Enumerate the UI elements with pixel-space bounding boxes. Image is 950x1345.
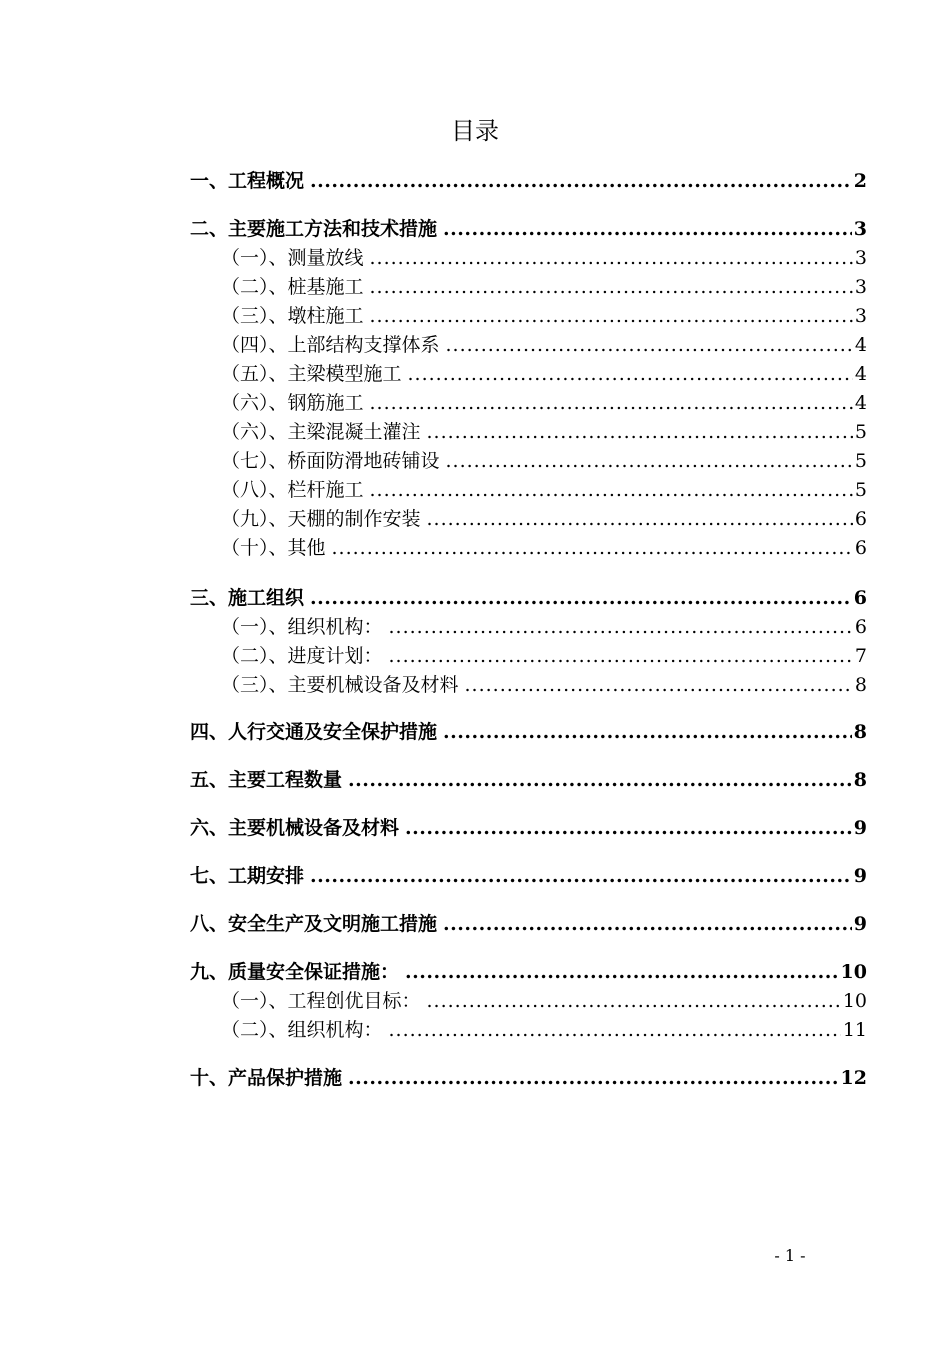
toc-dot-leader [332,535,853,561]
toc-entry-title: （三）、主要机械设备及材料 [221,674,459,696]
page-title: 目录 [451,117,499,145]
toc-dot-leader [348,767,852,793]
toc-entry-title: 六、主要机械设备及材料 [190,817,400,839]
toc-dot-leader [408,361,853,387]
toc-dot-leader [405,815,852,841]
toc-entry-page-number: 4 [854,363,867,385]
toc-section-entry[interactable] [221,988,867,1014]
toc-entry-page-number: 9 [853,817,867,839]
toc-entry-page-number: 10 [840,961,867,983]
toc-entry-title: （四）、上部结构支撑体系 [221,334,440,356]
toc-entry-page-number: 4 [854,392,867,414]
toc-entry-page-number: 7 [854,645,867,667]
toc-entry-page-number: 3 [854,247,867,269]
toc-entry-title: （五）、主梁模型施工 [221,363,402,385]
toc-entry-title: 八、安全生产及文明施工措施 [190,913,438,935]
toc-section-entry[interactable] [221,332,867,358]
toc-entry-title: （一）、测量放线 [221,247,364,269]
toc-chapter-entry[interactable] [190,719,867,745]
toc-dot-leader [446,448,853,474]
toc-entry-page-number: 12 [840,1067,867,1089]
toc-entry-title: 四、人行交通及安全保护措施 [190,721,438,743]
toc-chapter-entry[interactable] [190,863,867,889]
toc-dot-leader [427,988,841,1014]
toc-entry-page-number: 3 [854,305,867,327]
toc-dot-leader [443,216,852,242]
toc-entry-title: （一）、工程创优目标： [221,990,421,1012]
toc-entry-page-number: 5 [854,421,867,443]
toc-section-entry[interactable] [221,506,867,532]
toc-section-entry[interactable] [221,672,867,698]
toc-chapter-entry[interactable] [190,959,867,985]
toc-dot-leader [446,332,853,358]
toc-entry-page-number: 8 [853,721,867,743]
toc-dot-leader [405,959,839,985]
toc-entry-page-number: 11 [842,1019,867,1041]
toc-entry-page-number: 5 [854,479,867,501]
toc-dot-leader [389,643,853,669]
toc-dot-leader [370,303,853,329]
toc-dot-leader [465,672,853,698]
toc-dot-leader [427,506,853,532]
toc-section-entry[interactable] [221,448,867,474]
toc-entry-title: 七、工期安排 [190,865,305,887]
toc-dot-leader [389,614,853,640]
toc-entry-page-number: 6 [854,537,867,559]
toc-entry-title: （二）、桩基施工 [221,276,364,298]
toc-entry-page-number: 3 [854,276,867,298]
toc-entry-page-number: 3 [853,218,867,240]
toc-dot-leader [310,168,852,194]
toc-entry-title: 五、主要工程数量 [190,769,343,791]
toc-entry-title: （十）、其他 [221,537,326,559]
toc-entry-title: （三）、墩柱施工 [221,305,364,327]
page-number: - 1 - [774,1246,806,1265]
toc-entry-title: （六）、主梁混凝土灌注 [221,421,421,443]
toc-entry-title: 十、产品保护措施 [190,1067,343,1089]
toc-entry-page-number: 9 [853,865,867,887]
toc-entry-page-number: 9 [853,913,867,935]
toc-dot-leader [370,390,853,416]
toc-chapter-entry[interactable] [190,911,867,937]
toc-entry-title: （八）、栏杆施工 [221,479,364,501]
toc-section-entry[interactable] [221,643,867,669]
toc-entry-title: （一）、组织机构： [221,616,383,638]
toc-dot-leader [370,245,853,271]
toc-entry-title: （九）、天棚的制作安装 [221,508,421,530]
toc-entry-page-number: 5 [854,450,867,472]
toc-section-entry[interactable] [221,1017,867,1043]
toc-chapter-entry[interactable] [190,216,867,242]
toc-dot-leader [370,477,853,503]
toc-section-entry[interactable] [221,614,867,640]
toc-dot-leader [443,719,852,745]
toc-chapter-entry[interactable] [190,1065,867,1091]
toc-section-entry[interactable] [221,361,867,387]
toc-dot-leader [427,419,853,445]
toc-dot-leader [389,1017,841,1043]
toc-dot-leader [310,585,852,611]
toc-section-entry[interactable] [221,477,867,503]
toc-entry-title: 一、工程概况 [190,170,305,192]
toc-section-entry[interactable] [221,274,867,300]
toc-entry-title: 九、质量安全保证措施： [190,961,400,983]
toc-dot-leader [443,911,852,937]
toc-chapter-entry[interactable] [190,767,867,793]
toc-entry-page-number: 4 [854,334,867,356]
toc-entry-page-number: 8 [854,674,867,696]
toc-chapter-entry[interactable] [190,585,867,611]
toc-entry-title: （二）、组织机构： [221,1019,383,1041]
toc-entry-page-number: 2 [853,170,867,192]
toc-entry-title: 二、主要施工方法和技术措施 [190,218,438,240]
toc-section-entry[interactable] [221,390,867,416]
toc-section-entry[interactable] [221,303,867,329]
toc-entry-title: （二）、进度计划： [221,645,383,667]
toc-entry-title: （六）、钢筋施工 [221,392,364,414]
toc-entry-title: 三、施工组织 [190,587,305,609]
toc-entry-title: （七）、桥面防滑地砖铺设 [221,450,440,472]
toc-entry-page-number: 6 [854,616,867,638]
toc-dot-leader [310,863,852,889]
toc-dot-leader [348,1065,839,1091]
toc-dot-leader [370,274,853,300]
toc-chapter-entry[interactable] [190,168,867,194]
toc-section-entry[interactable] [221,535,867,561]
toc-entry-page-number: 8 [853,769,867,791]
toc-entry-page-number: 6 [854,508,867,530]
toc-section-entry[interactable] [221,245,867,271]
toc-section-entry[interactable] [221,419,867,445]
toc-entry-page-number: 6 [853,587,867,609]
toc-entry-page-number: 10 [842,990,867,1012]
toc-chapter-entry[interactable] [190,815,867,841]
